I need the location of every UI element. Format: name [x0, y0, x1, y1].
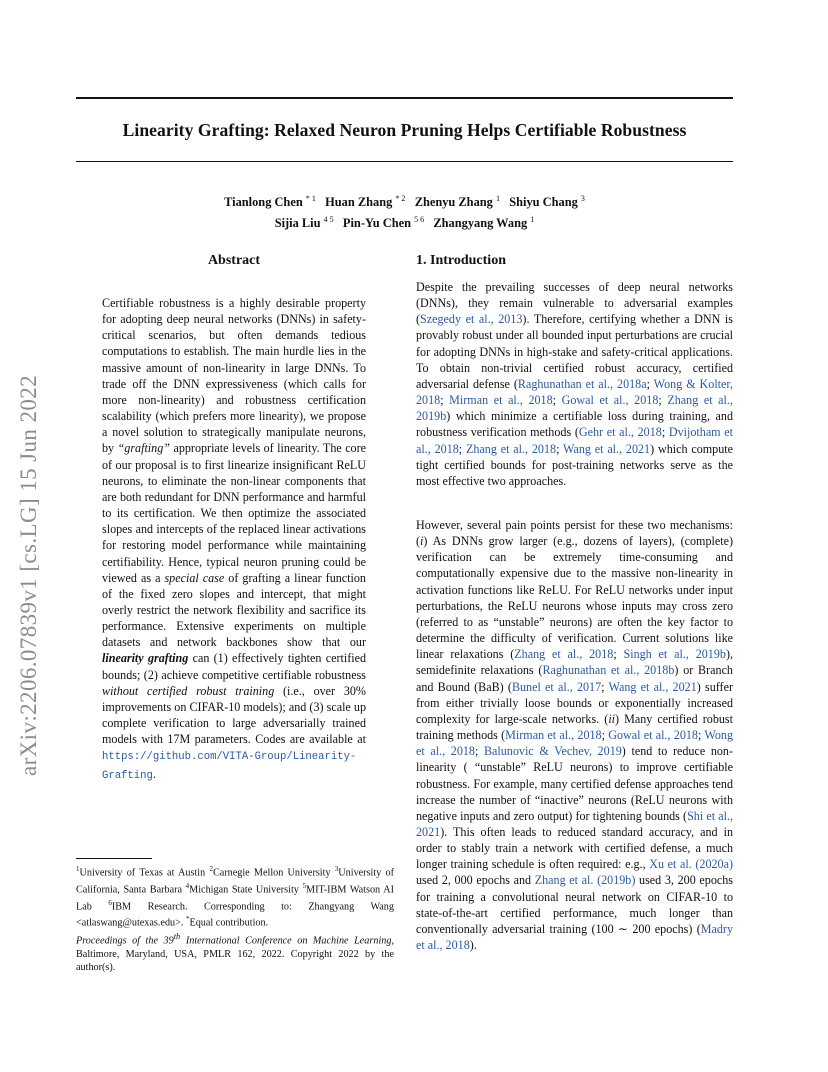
proceedings-note [76, 930, 394, 975]
enumeration-marker: i [420, 534, 424, 549]
author-affiliation: 4 5 [323, 215, 334, 225]
abstract-text: (i.e., over 30% improvements on CIFAR-10 models); and (3) scale up complete verification to large adversarially trained models with 17M parameters. Codes are available at [102, 683, 366, 747]
citation-link[interactable]: Singh et al., 2019b [623, 647, 726, 662]
author-name: Pin-Yu Chen [342, 216, 411, 231]
author-affiliation: * 2 [395, 194, 406, 203]
citation-link[interactable]: Gowal et al., 2018 [608, 728, 698, 743]
citation-link[interactable]: Wong et al., 2018 [416, 728, 733, 759]
abstract-heading: Abstract [207, 253, 261, 268]
body-text: ) suffer from either trivially loose bounds or exponentially increased complexity for large-scale networks. ( [416, 679, 733, 726]
citation-link[interactable]: Bunel et al., 2017 [511, 679, 602, 694]
proceedings-text: Proceedings of the 39 [76, 935, 174, 947]
footnote-rule [76, 858, 152, 859]
footnote-marker: 3 [334, 865, 339, 873]
footnote-marker: 1 [76, 865, 80, 873]
body-text: used 3, 200 epochs for training a convolutional neural network on CIFAR-10 to state-of-the-art certified performance, much longer than conventionally adversarial training (100 ∼ 200 epochs) ( [416, 873, 733, 936]
citation-link[interactable]: Gowal et al., 2018 [561, 393, 659, 408]
body-text: ) As DNNs grow larger (e.g., dozens of layers), (complete) verification can be extremely time-consuming and computationally expensive due to the massive non-linearity in activation functions like ReLU. For ReLU networks under input perturbations, the ReLU neurons whose inputs may cross zero (referred to as “unstable” neurons) are often the key factor to determine the difficulty of verification. Current solutions like linear relaxations ( [416, 534, 733, 662]
author-affiliation: 1 [495, 194, 500, 203]
citation-link[interactable]: Zhang et al., 2019b [416, 393, 733, 424]
abstract-text: Certifiable robustness is a highly desirable property for adopting deep neural networks (DNNs) in safety-critical scenarios, but often demands tedious computations to establish. The main hurdle lies in the massive amount of non-linearity in large DNNs. To trade off the DNN expressiveness (which calls for more non-linearity) and robustness certification scalability (which prefers more linearity), we propose a novel solution to strategically manipulate neurons, by [102, 296, 366, 456]
proceedings-superscript: th [173, 931, 181, 941]
author-name: Sijia Liu [274, 216, 321, 231]
citation-link[interactable]: Mirman et al., 2018 [449, 393, 553, 408]
introduction-heading: 1. Introduction [416, 253, 506, 268]
enumeration-marker: ii [608, 711, 616, 726]
body-text: ; [556, 441, 564, 456]
body-text: ) or Branch and Bound (BaB) ( [416, 663, 733, 694]
body-text: ), semidefinite relaxations ( [416, 647, 733, 678]
title-top-rule [76, 97, 733, 99]
citation-link[interactable]: Gehr et al., 2018 [578, 425, 662, 440]
author-affiliation: 5 6 [414, 215, 425, 225]
body-text: ; [613, 647, 624, 662]
body-text: However, several pain points persist for these two mechanisms: ( [416, 518, 733, 549]
body-text: ; [601, 679, 609, 694]
author-line-1 [76, 190, 733, 211]
citation-link[interactable]: Xu et al. (2020a) [649, 857, 733, 872]
abstract-body [102, 295, 366, 784]
body-text: ; [697, 728, 705, 743]
proceedings-text: , Baltimore, Maryland, USA, PMLR 162, 2022. Copyright 2022 by the author(s). [76, 935, 395, 974]
affiliation-footnote [76, 863, 394, 930]
arxiv-side-stamp: arXiv:2206.07839v1 [cs.LG] 15 Jun 2022 [16, 374, 41, 776]
citation-link[interactable]: Wang et al., 2021 [563, 441, 651, 456]
abstract-method-name: linearity grafting [102, 651, 189, 666]
abstract-text: can (1) effectively tighten certified bounds; (2) achieve competitive certifiable robustness [102, 651, 367, 682]
body-text: ). This often leads to reduced standard accuracy, and in order to stably train a network with certified defense, a much longer training schedule is often required: e.g., [416, 824, 733, 872]
proceedings-text: International Conference on Machine Learning [180, 935, 392, 947]
body-text: Despite the prevailing successes of deep neural networks (DNNs), they remain vulnerable to adversarial examples ( [416, 280, 733, 327]
citation-link[interactable]: Raghunathan et al., 2018b [542, 663, 675, 678]
paper-title: Linearity Grafting: Relaxed Neuron Pruning Helps Certifiable Robustness [122, 120, 687, 140]
body-text: ). [469, 938, 477, 953]
abstract-emphasis: without certified robust training [102, 683, 275, 698]
citation-link[interactable]: Wang et al., 2021 [608, 679, 697, 694]
citation-link[interactable]: Dvijotham et al., 2018 [416, 425, 734, 456]
author-block [76, 190, 733, 232]
citation-link[interactable]: Zhang et al., 2018 [514, 647, 614, 662]
author-affiliation: 3 [580, 194, 585, 203]
citation-link[interactable]: Balunovic & Vechev, 2019 [483, 744, 622, 759]
citation-link[interactable]: Zhang et al., 2018 [465, 441, 557, 456]
author-line-2 [76, 211, 733, 232]
body-text: ; [440, 393, 450, 408]
body-text: ) which minimize a certifiable loss during training, and robustness verification methods ( [416, 409, 733, 440]
body-text: ; [474, 744, 484, 759]
citation-link[interactable]: Szegedy et al., 2013 [420, 312, 523, 327]
introduction-paragraph-2 [416, 517, 733, 953]
citation-link[interactable]: Wong & Kolter, 2018 [416, 376, 733, 408]
citation-link[interactable]: Zhang et al. (2019b) [534, 873, 636, 888]
body-text: used 2, 000 epochs and [416, 873, 535, 888]
citation-link[interactable]: Shi et al., 2021 [416, 808, 733, 839]
author-name: Zhangyang Wang [433, 216, 528, 231]
body-text: ; [458, 441, 466, 456]
citation-link[interactable]: Mirman et al., 2018 [505, 728, 602, 743]
footnote-marker: 2 [209, 865, 213, 873]
body-text: ) tend to reduce non-linearity ( “unstable” ReLU neurons) to improve certifiable robustness. For example, many certified defense approaches tend increase the number of “inactive” neurons (ReLU neurons with negative inputs and zero output) for tightening bounds ( [416, 744, 733, 823]
author-affiliation: * 1 [305, 194, 316, 203]
author-name: Zhenyu Zhang [414, 195, 493, 210]
affiliation-text: Michigan State University [189, 884, 303, 896]
abstract-emphasis: “grafting” [117, 441, 170, 456]
affiliation-text: University of Texas at Austin [79, 867, 210, 879]
author-name: Huan Zhang [325, 195, 393, 210]
abstract-text: appropriate levels of linearity. The core of our proposal is to first linearize insignificant ReLU neurons, to eliminate the non-linear components that are both redundant for DNN performance and harmful to its certification. We then optimize the associated slopes and intercepts of the replaced linear activations for restoring model performance while maintaining certifiability. Hence, typical neuron pruning could be viewed as a [102, 441, 367, 585]
affiliation-text: University of California, Santa Barbara [76, 867, 394, 896]
body-text: ). Therefore, certifying whether a DNN is provably robust under all bounded input perturbations are crucial for adopting DNNs in high-stake and safety-critical applications. To obtain non-trivial certified robust accuracy, certified adversarial defense ( [416, 312, 733, 391]
author-name: Shiyu Chang [509, 195, 578, 210]
body-text: ; [661, 425, 669, 440]
abstract-text: of grafting a linear function of the fixed zero slopes and intercept, that might overly restrict the network flexibility and sacrifice its performance. Extensive experiments on multiple datasets and network backbones show that our [102, 570, 366, 650]
body-text: ; [601, 728, 609, 743]
author-affiliation: 1 [530, 215, 535, 225]
footnote-marker: 5 [302, 881, 307, 890]
introduction-paragraph-1 [416, 279, 733, 489]
author-name: Tianlong Chen [224, 195, 303, 210]
body-text: ; [658, 393, 668, 408]
affiliation-text: IBM Research. Corresponding to: Zhangyang Wang <atlaswang@utexas.edu>. [76, 900, 394, 929]
footnote-marker: 6 [108, 898, 112, 907]
abstract-emphasis: special case [164, 570, 225, 585]
citation-link[interactable]: Madry et al., 2018 [416, 921, 733, 953]
body-text: ) Many certified robust training methods ( [416, 711, 733, 743]
title-bottom-rule [76, 161, 733, 162]
body-text: ) which compute tight certified bounds for post-training networks serve as the most effective two approaches. [416, 441, 733, 488]
body-text: ; [552, 393, 562, 408]
affiliation-text: Carnegie Mellon University [212, 867, 335, 879]
abstract-text: . [152, 766, 156, 781]
body-text: ; [646, 376, 654, 391]
code-repository-link[interactable]: https://github.com/VITA-Group/Linearity-Grafting [102, 751, 357, 782]
affiliation-text: Equal contribution. [189, 917, 269, 929]
footnote-marker: * [185, 915, 190, 924]
footnote-marker: 4 [185, 881, 190, 890]
citation-link[interactable]: Raghunathan et al., 2018a [517, 376, 647, 391]
affiliation-text: MIT-IBM Watson AI Lab [76, 884, 394, 912]
